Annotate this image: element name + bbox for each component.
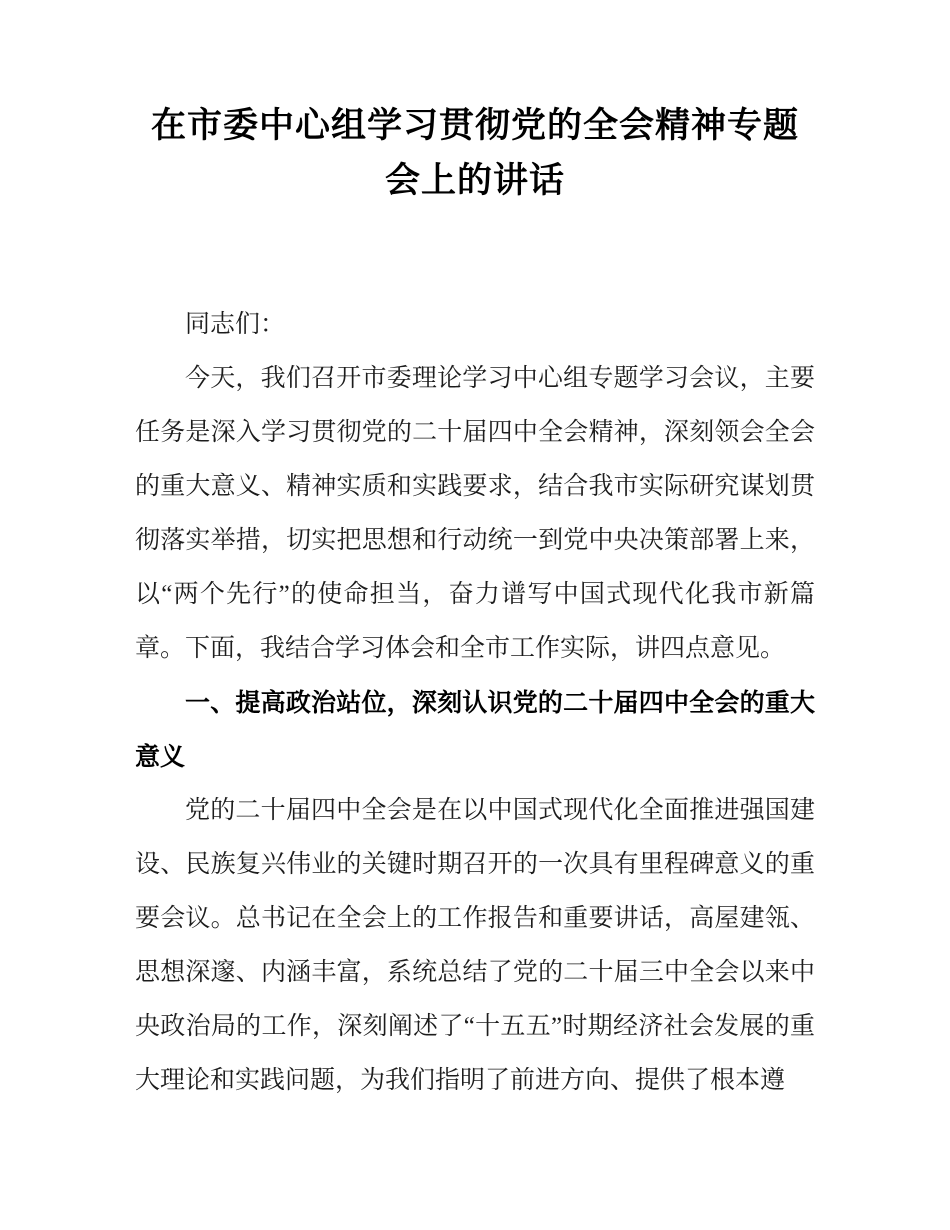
section-heading: 一、提高政治站位，深刻认识党的二十届四中全会的重大意义 xyxy=(135,689,815,771)
body-paragraph: 同志们： xyxy=(185,311,286,338)
body-paragraph: 党的二十届四中全会是在以中国式现代化全面推进强国建设、民族复兴伟业的关键时期召开的一次具有里程碑意义的重要会议。总书记在全会上的工作报告和重要讲话，高屋建瓴、思想深邃、内涵丰富，系统总结了党的二十届三中全会以来中央政治局的工作，深刻阐述了“十五五”时期经济社会发展的重大理论和实践问题，为我们指明了前进方向、提供了根本遵 xyxy=(135,797,815,1094)
document-title: 在市委中心组学习贯彻党的全会精神专题会上的讲话 xyxy=(150,106,799,200)
document-body xyxy=(135,298,815,1108)
body-paragraph: 今天，我们召开市委理论学习中心组专题学习会议，主要任务是深入学习贯彻党的二十届四中全会精神，深刻领会全会的重大意义、精神实质和实践要求，结合我市实际研究谋划贯彻落实举措，切实把思想和行动统一到党中央决策部署上来，以“两个先行”的使命担当，奋力谱写中国式现代化我市新篇章。下面，我结合学习体会和全市工作实际，讲四点意见。 xyxy=(135,365,815,662)
